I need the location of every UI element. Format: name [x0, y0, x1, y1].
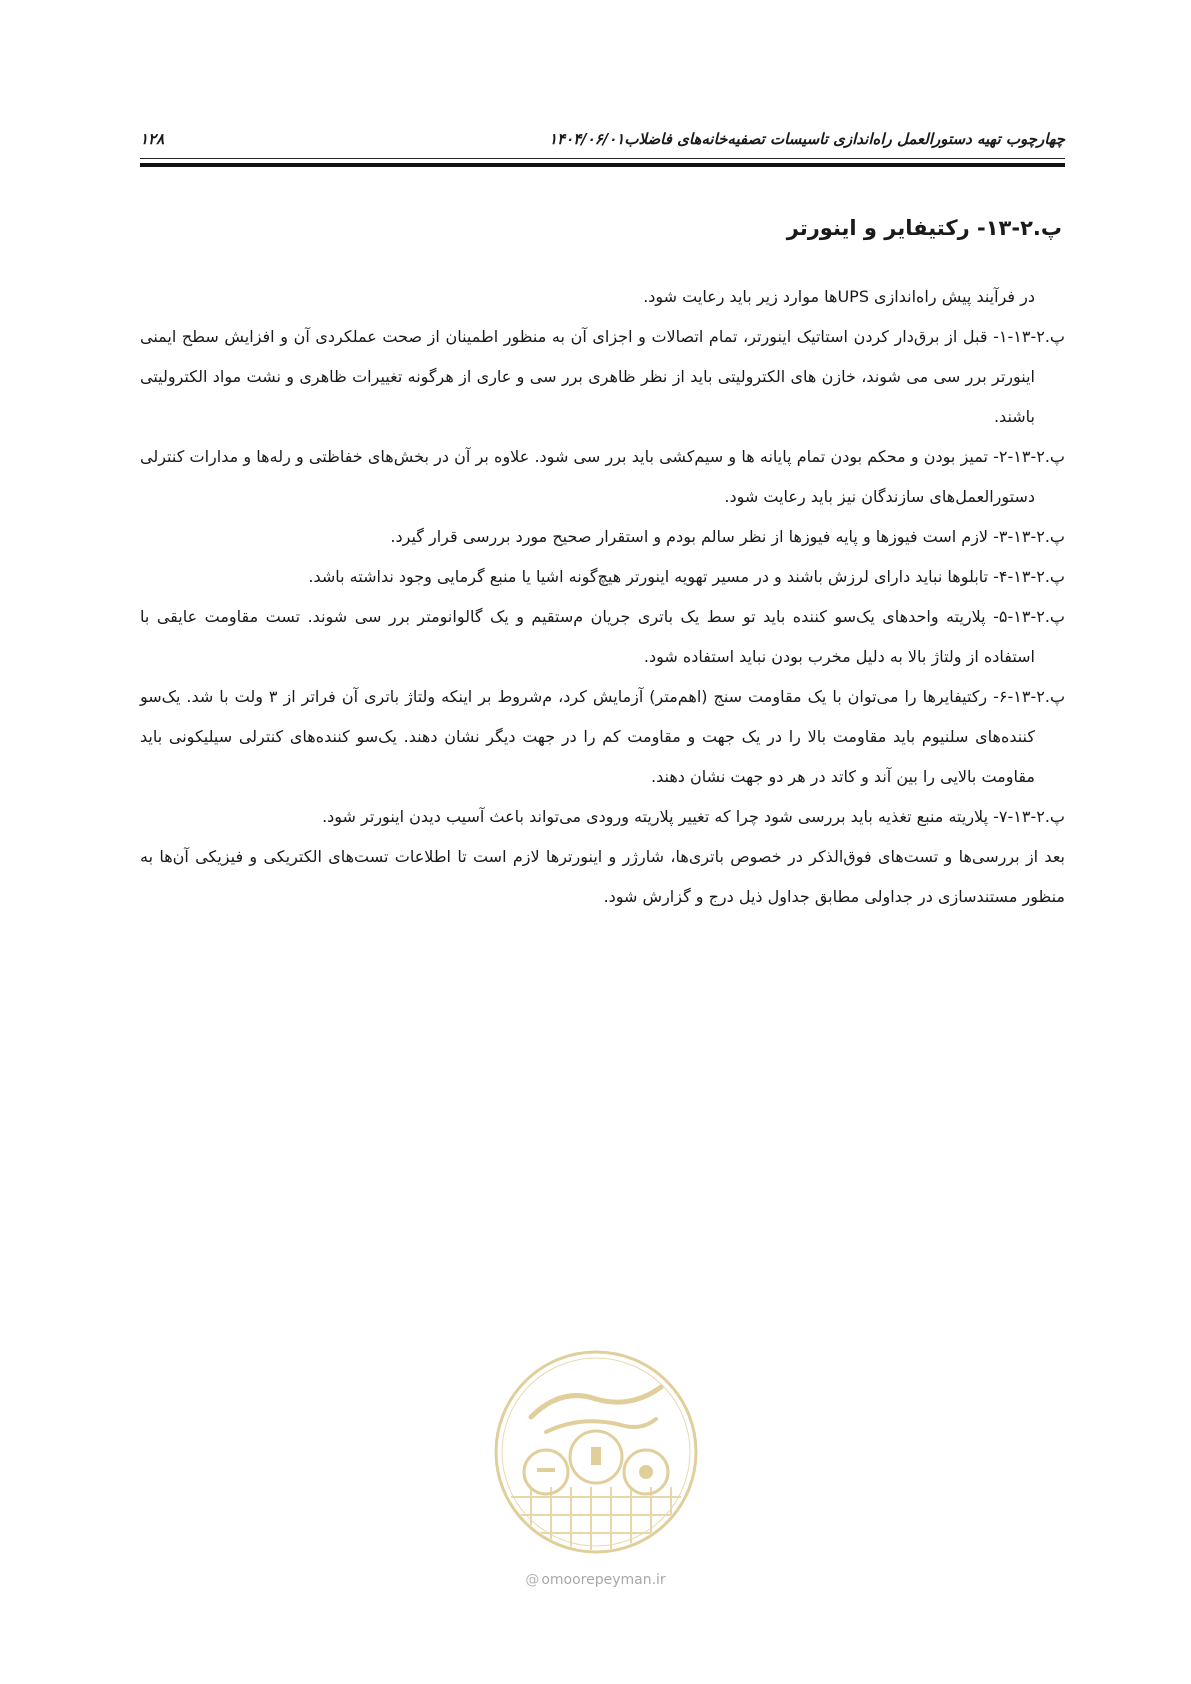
intro-paragraph: در فرآیند پیش راه‌اندازی UPSها موارد زیر باید رعایت شود.	[643, 287, 1035, 306]
paragraph-item-5: پ.۲-۱۳-۵- پلاریته واحدهای یک‌سو کننده باید تو سط یک باتری جریان م‌ستقیم و یک گالوانومتر برر سی شوند. تست مقاومت عایقی با استفاده از ولتاژ بالا به دلیل مخرب بودن نباید استفاده شود.	[140, 607, 1065, 666]
watermark-url-text: omoorepeyman.ir	[541, 1572, 666, 1588]
watermark-logo	[491, 1347, 701, 1557]
section-heading: پ.۲-۱۳- رکتیفایر و اینورتر	[786, 216, 1062, 240]
paragraph-item-6: پ.۲-۱۳-۶- رکتیفایرها را می‌توان با یک مقاومت سنج (اهم‌متر) آزمایش کرد، م‌شروط بر اینکه ولتاژ باتری آن فراتر از ۳ ولت با شد. یک‌سو کننده‌های سلنیوم باید مقاومت بالا را در یک جهت و مقاومت کم را در جهت دیگر نشان دهند. یک‌سو کننده‌های کنترلی سیلیکونی باید مقاومت بالایی را بین آند و کاتد در هر دو جهت نشان دهند.	[140, 687, 1066, 786]
header-rule-thick	[140, 163, 1065, 167]
header-date: ۱۴۰۴/۰۶/۰۱	[548, 130, 625, 148]
paragraph-item-4: پ.۲-۱۳-۴- تابلوها نباید دارای لرزش باشند و در مسیر تهویه اینورتر هیچ‌گونه اشیا یا منبع گرمایی وجود نداشته باشد.	[308, 567, 1065, 586]
header-rule-thin	[140, 158, 1065, 159]
paragraph-item-1: پ.۲-۱۳-۱- قبل از برق‌دار کردن استاتیک اینورتر، تمام اتصالات و اجزای آن به منظور اطمینان از صحت عملکردی آن و افزایش سطح ایمنی اینورتر برر سی می شوند، خازن های الکترولیتی باید از نظر ظاهری برر سی و عاری از هرگونه تغییرات ظاهری و نشت مواد الکترولیتی باشند.	[140, 327, 1065, 426]
page-number: ۱۲۸	[140, 130, 165, 148]
paragraph-item-3: پ.۲-۱۳-۳- لازم است فیوزها و پایه فیوزها از نظر سالم بودم و استقرار صحیح مورد بررسی قرار گیرد.	[390, 527, 1065, 546]
watermark-url	[0, 1572, 1191, 1588]
closing-paragraph: بعد از بررسی‌ها و تست‌های فوق‌الذکر در خصوص باتری‌ها، شارژر و اینورترها لازم است تا اطلاعات تست‌های الکتریکی و فیزیکی آن‌ها به منظور مستندسازی در جداولی مطابق جداول ذیل درج و گزارش شود.	[140, 847, 1065, 906]
header-title	[527, 130, 1065, 148]
header-title-text: چهارچوب تهیه دستورالعمل راه‌اندازی تاسیسات تصفیه‌خانه‌های فاضلاب	[624, 130, 1065, 148]
at-icon: @	[525, 1572, 540, 1588]
running-header	[140, 128, 1065, 158]
paragraph-item-2: پ.۲-۱۳-۲- تمیز بودن و محکم بودن تمام پایانه ها و سیم‌کشی باید برر سی شود. علاوه بر آن در بخش‌های خفاظتی و رله‌ها و مدارات کنترلی دستورالعمل‌های سازندگان نیز باید رعایت شود.	[140, 447, 1065, 506]
body-text	[140, 277, 1065, 917]
paragraph-item-7: پ.۲-۱۳-۷- پلاریته منبع تغذیه باید بررسی شود چرا که تغییر پلاریته ورودی می‌تواند باعث آسیب دیدن اینورتر شود.	[322, 807, 1065, 826]
